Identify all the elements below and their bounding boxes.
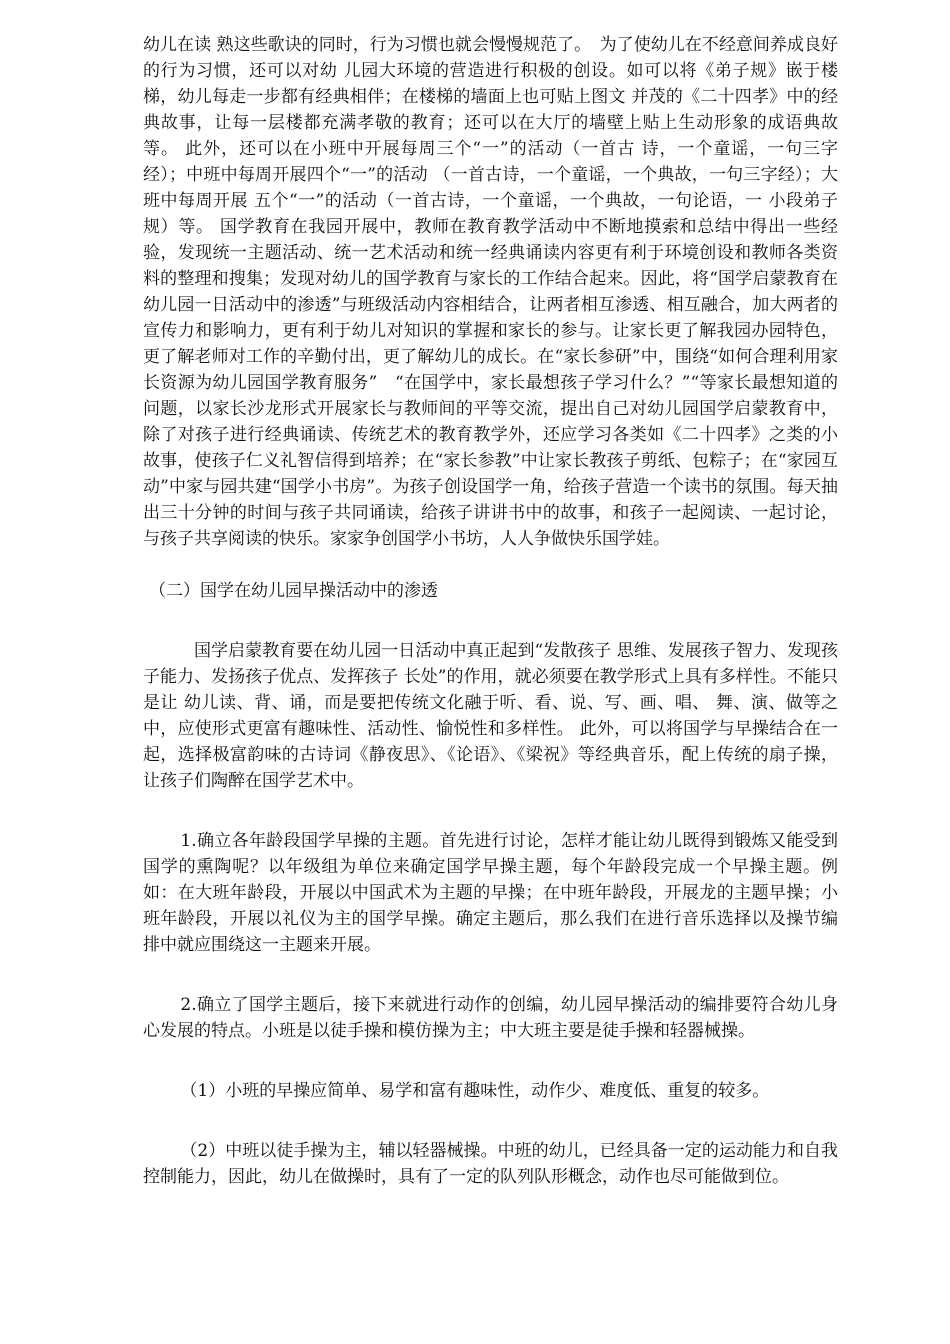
paragraph-teaching-forms: 国学启蒙教育要在幼儿园一日活动中真正起到“发散孩子 思维、发展孩子智力、发现孩子能力、发扬孩子优点、发挥孩子 长处”的作用，就必须要在教学形式上具有多样性。不能只是让 幼儿读、背、诵，而是要把传统文化融于听、看、说、写、画、唱、 舞、演、做等之中，应使形式更富有趣味性、活动性、愉悦性和多样性。 此外，可以将国学与早操结合在一起，选择极富韵味的古诗词《静夜思》、《论语》、《梁祝》等经典音乐，配上传统的扇子操，让孩子们陶醉在国学艺术中。 bbox=[143, 641, 838, 791]
paragraph-sub-item-1-small-class: （1）小班的早操应简单、易学和富有趣味性，动作少、难度低、重复的较多。 bbox=[180, 1081, 770, 1101]
document-body bbox=[143, 32, 838, 1190]
section-heading-morning-exercise: （二）国学在幼儿园早操活动中的渗透 bbox=[149, 581, 438, 601]
paragraph-item-1-theme: 1.确立各年龄段国学早操的主题。首先进行讨论，怎样才能让幼儿既得到锻炼又能受到国学的熏陶呢？以年级组为单位来确定国学早操主题，每个年龄段完成一个早操主题。例如：在大班年龄段，开展以中国武术为主题的早操；在中班年龄段，开展龙的主题早操；小班年龄段，开展以礼仪为主的国学早操。确定主题后，那么我们在进行音乐选择以及操节编排中就应围绕这一主题来开展。 bbox=[143, 831, 838, 955]
paragraph-sub-item-2-middle-class: （2）中班以徒手操为主，辅以轻器械操。中班的幼儿，已经具备一定的运动能力和自我控制能力，因此，幼儿在做操时，具有了一定的队列队形概念，动作也尽可能做到位。 bbox=[143, 1141, 838, 1187]
paragraph-home-school-cooperation: 幼儿在读 熟这些歌诀的同时，行为习惯也就会慢慢规范了。 为了使幼儿在不经意间养成良好的行为习惯，还可以对幼 儿园大环境的营造进行积极的创设。如可以将《弟子规》嵌于楼梯，幼儿每走一步都有经典相伴；在楼梯的墙面上也可贴上图文 并茂的《二十四孝》中的经典故事，让每一层楼都充满孝敬的教育；还可以在大厅的墙壁上贴上生动形象的成语典故等。 此外，还可以在小班中开展每周三个“一”的活动（一首古 诗，一个童谣，一句三字经）；中班中每周开展四个“一”的活动 （一首古诗，一个童谣，一个典故，一句三字经）；大班中每周开展 五个“一”的活动（一首古诗，一个童谣，一个典故，一句论语，一 小段弟子规）等。 国学教育在我园开展中，教师在教育教学活动中不断地摸索和总结中得出一些经验，发现统一主题活动、统一艺术活动和统一经典诵读内容更有利于环境创设和教师各类资料的整理和搜集；发现对幼儿的国学教育与家长的工作结合起来。因此，将“国学启蒙教育在幼儿园一日活动中的渗透”与班级活动内容相结合，让两者相互渗透、相互融合，加大两者的宣传力和影响力，更有利于幼儿对知识的掌握和家长的参与。让家长更了解我园办园特色，更了解老师对工作的辛勤付出，更了解幼儿的成长。在“家长参研”中，围绕“如何合理利用家长资源为幼儿园国学教育服务” “在国学中，家长最想孩子学习什么？”“等家长最想知道的问题，以家长沙龙形式开展家长与教师间的平等交流，提出自己对幼儿园国学启蒙教育中，除了对孩子进行经典诵读、传统艺术的教育教学外，还应学习各类如《二十四孝》之类的小故事，使孩子仁义礼智信得到培养；在“家长参教”中让家长教孩子剪纸、包粽子；在“家园互动”中家与园共建“国学小书房”。为孩子创设国学一角，给孩子营造一个读书的氛围。每天抽出三十分钟的时间与孩子共同诵读，给孩子讲讲书中的故事，和孩子一起阅读、一起讨论，与孩子共享阅读的快乐。家家争创国学小书坊，人人争做快乐国学娃。 bbox=[143, 35, 838, 549]
paragraph-item-2-choreography: 2.确立了国学主题后，接下来就进行动作的创编，幼儿园早操活动的编排要符合幼儿身心发展的特点。小班是以徒手操和模仿操为主；中大班主要是徒手操和轻器械操。 bbox=[143, 995, 838, 1041]
